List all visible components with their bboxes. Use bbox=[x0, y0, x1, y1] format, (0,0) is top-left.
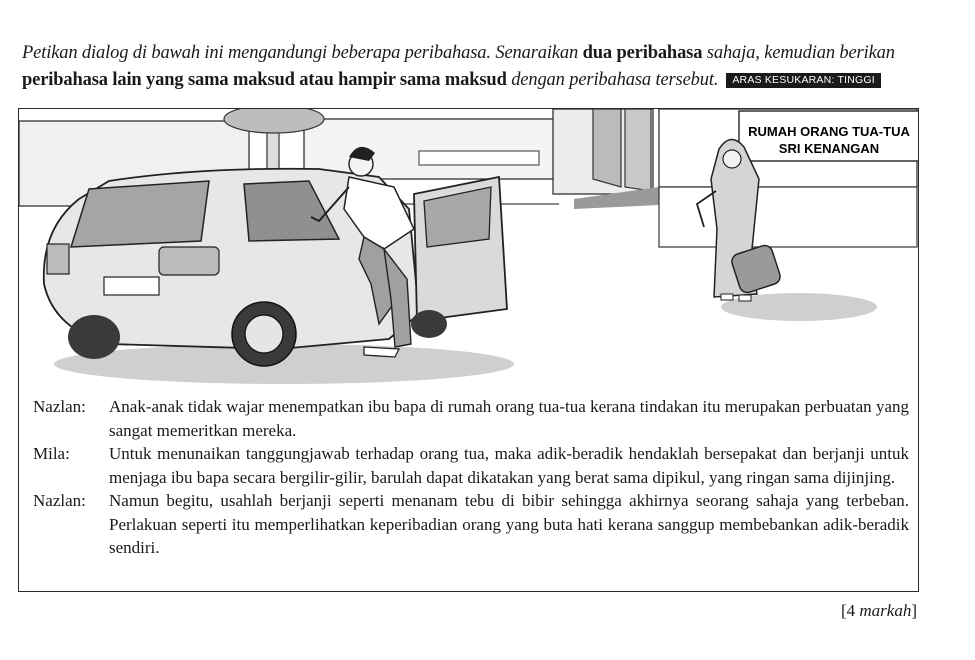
dialog-text: Anak-anak tidak wajar menempatkan ibu bapa di rumah orang tua-tua kerana tindakan itu merupakan perbuatan yang sangat memeritkan mereka. bbox=[109, 397, 909, 440]
marks-close: ] bbox=[911, 601, 917, 620]
marks-open: [4 bbox=[840, 601, 860, 620]
dialog-speaker: Nazlan: bbox=[33, 397, 86, 416]
instruction-part3: dengan peribahasa tersebut. bbox=[506, 70, 719, 90]
sign-line2: SRI KENANGAN bbox=[778, 141, 880, 156]
dialog-text: Namun begitu, usahlah berjanji seperti menanam tebu di bibir sehingga akhirnya seorang sahaja yang terbeban. Perlakuan seperti itu memperlihatkan keperibadian orang yang buta hati kerana sanggup membebankan adik-beradik sendiri. bbox=[109, 491, 909, 557]
dialog bbox=[33, 395, 909, 560]
dialog-line bbox=[33, 442, 909, 489]
sign-line1: RUMAH ORANG TUA-TUA bbox=[748, 124, 910, 139]
dialog-speaker: Mila: bbox=[33, 444, 70, 463]
difficulty-badge: ARAS KESUKARAN: TINGGI bbox=[726, 73, 881, 88]
dialog-line bbox=[33, 395, 909, 442]
instruction-part1: Petikan dialog di bawah ini mengandungi beberapa peribahasa. Senaraikan bbox=[22, 43, 583, 63]
instruction bbox=[22, 40, 937, 94]
question-box bbox=[18, 108, 919, 592]
dialog-line bbox=[33, 489, 909, 560]
instruction-bold1: dua peribahasa bbox=[582, 43, 703, 63]
instruction-part2: sahaja, kemudian berikan bbox=[702, 43, 895, 63]
illustration bbox=[19, 109, 918, 389]
marks-label bbox=[841, 601, 917, 621]
instruction-bold2: peribahasa lain yang sama maksud atau hampir sama maksud bbox=[22, 70, 507, 90]
marks-word: markah bbox=[859, 601, 912, 620]
dialog-speaker: Nazlan: bbox=[33, 491, 86, 510]
dialog-text: Untuk menunaikan tanggungjawab terhadap orang tua, maka adik-beradik hendaklah bersepakat dan berjanji untuk menjaga ibu bapa secara bergilir-gilir, barulah dapat dikatakan yang berat sama dipikul, yang ringan sama dijinjing. bbox=[109, 444, 909, 487]
